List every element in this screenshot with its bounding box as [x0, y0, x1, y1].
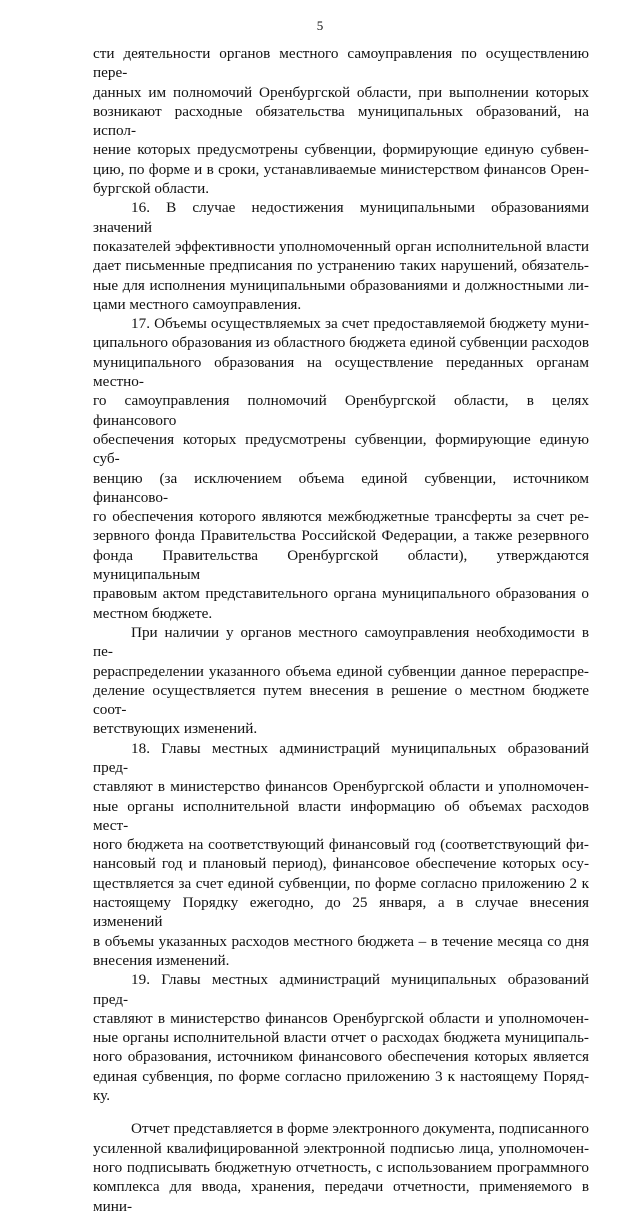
paragraph-report-format — [93, 1119, 589, 1215]
text-line: венцию (за исключением объема единой субвенции, источником финансово- — [93, 469, 589, 506]
text-line: дает письменные предписания по устранению таких нарушений, обязатель- — [93, 257, 589, 275]
text-line: нение которых предусмотрены субвенции, формирующие единую субвен- — [93, 141, 589, 159]
text-line: местном бюджете. — [93, 604, 213, 622]
text-line: комплекса для ввода, хранения, передачи отчетности, применяемого в мини- — [93, 1178, 589, 1215]
paragraph-item-17 — [93, 314, 589, 623]
text-line: 17. Объемы осуществляемых за счет предоставляемой бюджету муни- — [131, 315, 589, 333]
paragraph-redistribution — [93, 623, 589, 739]
text-line: ные для исполнения муниципальными образованиями и должностными ли- — [93, 276, 589, 294]
page-number: 5 — [316, 18, 324, 33]
text-line: 16. В случае недостижения муниципальными образованиями значений — [93, 199, 589, 236]
text-line: возникают расходные обязательства муниципальных образований, на испол- — [93, 102, 589, 140]
text-line: го самоуправления полномочий Оренбургской области, в целях финансового — [93, 392, 589, 429]
text-line: зервного фонда Правительства Российской Федерации, а также резервного — [93, 527, 589, 545]
text-line: в объемы указанных расходов местного бюджета – в течение месяца со дня — [93, 932, 589, 950]
text-line: усиленной квалифицированной электронной подписью лица, уполномочен- — [93, 1139, 589, 1157]
text-line: При наличии у органов местного самоуправления необходимости в пе- — [93, 623, 589, 661]
text-line: ные органы исполнительной власти отчет о расходах бюджета муниципаль- — [93, 1029, 589, 1047]
text-line: цами местного самоуправления. — [93, 295, 302, 313]
text-line: муниципального образования на осуществление переданных органам местно- — [93, 353, 589, 391]
text-line: бургской области. — [93, 180, 209, 198]
text-line: 19. Главы местных администраций муниципальных образований пред- — [93, 971, 589, 1008]
text-line: ку. — [93, 1087, 111, 1105]
text-line: рераспределении указанного объема единой субвенции данное перераспре- — [93, 662, 589, 680]
text-line: настоящему Порядку ежегодно, до 25 января, а в случае внесения изменений — [93, 894, 589, 931]
text-line: ные органы исполнительной власти информацию об объемах расходов мест- — [93, 797, 589, 834]
text-line: сти деятельности органов местного самоуправления по осуществлению пере- — [93, 45, 589, 82]
text-line: ного подписывать бюджетную отчетность, с использованием программного — [93, 1158, 589, 1176]
text-line: Отчет представляется в форме электронного документа, подписанного — [131, 1120, 589, 1138]
text-line: ного бюджета на соответствующий финансовый год (соответствующий фи- — [93, 836, 589, 854]
text-line: цию, по форме и в сроки, устанавливаемые министерством финансов Орен- — [93, 160, 589, 178]
text-line: единая субвенция, по форме согласно приложению 3 к настоящему Поряд- — [93, 1067, 589, 1085]
text-line: нансовый год и плановый период), финансовое обеспечение которых осу- — [93, 855, 589, 873]
paragraph-item-16 — [93, 198, 589, 314]
text-line: показателей эффективности уполномоченный орган исполнительной власти — [93, 237, 589, 255]
paragraph-item-19 — [93, 970, 589, 1105]
text-line: 18. Главы местных администраций муниципальных образований пред- — [93, 739, 589, 776]
text-line: ставляют в министерство финансов Оренбургской области и уполномочен- — [93, 1009, 589, 1027]
paragraph-item-18 — [93, 739, 589, 971]
text-line: ного образования, источником финансового обеспечения которых является — [93, 1048, 589, 1066]
text-line: ципального образования из областного бюджета единой субвенции расходов — [93, 334, 589, 352]
text-line: го обеспечения которого являются межбюджетные трансферты за счет ре- — [93, 508, 589, 526]
text-line: ществляется за счет единой субвенции, по форме согласно приложению 2 к — [93, 874, 589, 892]
paragraph-continuation — [93, 44, 589, 198]
text-line: данных им полномочий Оренбургской области, при выполнении которых — [93, 83, 589, 101]
document-body — [93, 44, 589, 1216]
text-line: фонда Правительства Оренбургской области), утверждаются муниципальным — [93, 546, 589, 584]
text-line: правовым актом представительного органа муниципального образования о — [93, 585, 589, 603]
text-line: ставляют в министерство финансов Оренбургской области и уполномочен- — [93, 778, 589, 796]
paragraph-gap — [93, 1105, 589, 1119]
text-line: деление осуществляется путем внесения в решение о местном бюджете соот- — [93, 681, 589, 719]
text-line: ветствующих изменений. — [93, 720, 258, 738]
text-line: обеспечения которых предусмотрены субвенции, формирующие единую суб- — [93, 430, 589, 468]
text-line: внесения изменений. — [93, 951, 230, 969]
